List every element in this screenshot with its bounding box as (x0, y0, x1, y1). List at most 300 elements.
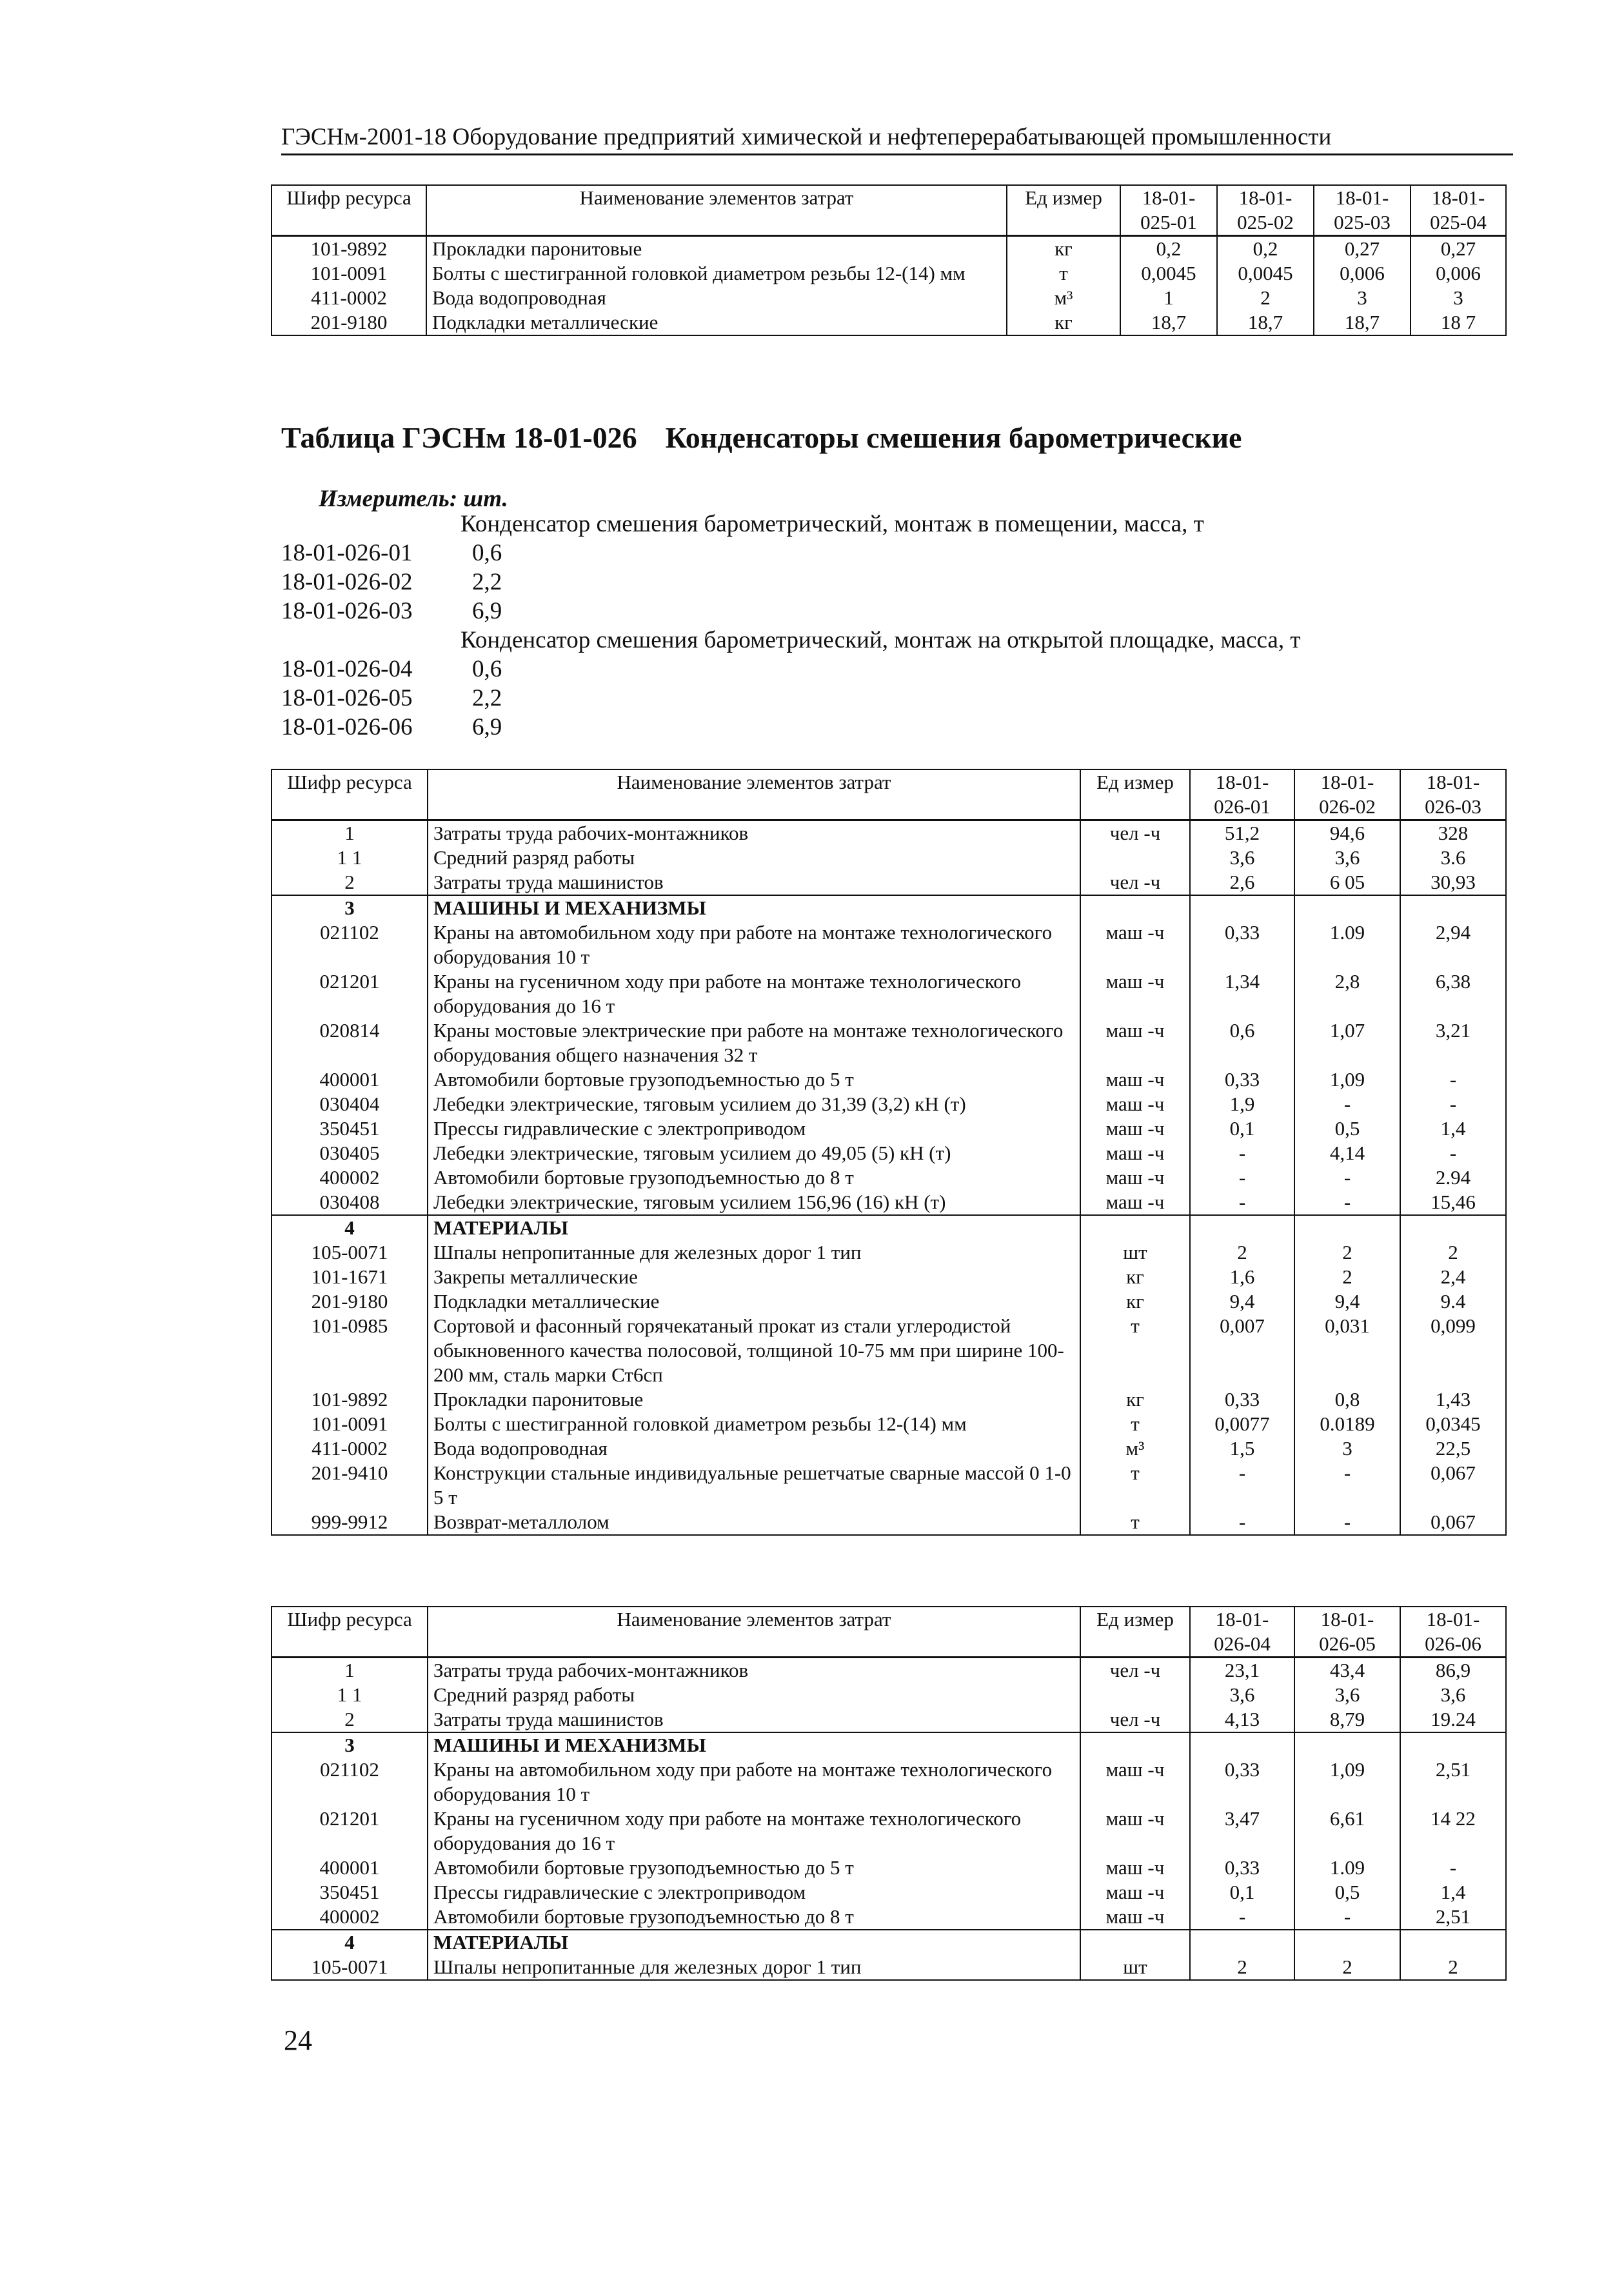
cost-element-name: Краны на автомобильном ходу при работе на монтаже технологического оборудования 10 т (428, 920, 1080, 969)
norm-value: 2 (1294, 1265, 1400, 1289)
norm-value: 2 (1294, 1955, 1400, 1980)
norm-value: 0,27 (1314, 236, 1411, 262)
col-code-header: Шифр ресурса (272, 1607, 428, 1658)
norm-value: 4,14 (1294, 1141, 1400, 1165)
cost-element-name: Лебедки электрические, тяговым усилием до 49,05 (5) кН (т) (428, 1141, 1080, 1165)
table-row (272, 1265, 1506, 1289)
resource-code: 999-9912 (272, 1510, 428, 1535)
norm-value: 3 (1411, 286, 1506, 310)
unit-of-measure: т (1080, 1314, 1190, 1387)
unit-of-measure (1080, 895, 1190, 920)
table-title (281, 421, 1242, 455)
table-row (272, 1732, 1506, 1758)
norm-value: 3,6 (1190, 1683, 1294, 1707)
variant-value: 0,6 (472, 540, 502, 566)
table-row (272, 1905, 1506, 1930)
table-title-name: Конденсаторы смешения барометрические (665, 421, 1242, 454)
variant-row (281, 597, 1301, 626)
variant-code: 18-01-026-01 (281, 540, 413, 566)
unit-of-measure: маш -ч (1080, 1880, 1190, 1905)
variant-value: 6,9 (472, 714, 502, 740)
resource-code: 2 (272, 1707, 428, 1732)
unit-of-measure: маш -ч (1080, 969, 1190, 1018)
table-row (272, 870, 1506, 895)
unit-of-measure (1080, 1683, 1190, 1707)
table-row (272, 1807, 1506, 1856)
table-row (272, 1190, 1506, 1215)
norm-value: 18,7 (1120, 310, 1217, 335)
resource-code: 4 (272, 1215, 428, 1240)
unit-of-measure: чел -ч (1080, 820, 1190, 846)
norm-value: 14 22 (1400, 1807, 1506, 1856)
table-row (272, 1856, 1506, 1880)
cost-element-name: Автомобили бортовые грузоподъемностью до 8 т (428, 1905, 1080, 1930)
table-row (272, 846, 1506, 870)
norm-value: 3,6 (1294, 846, 1400, 870)
norm-value: 2,6 (1190, 870, 1294, 895)
table-row (272, 1018, 1506, 1067)
col-variant-header: 18-01- 026-02 (1294, 769, 1400, 820)
norm-value: 0,0045 (1217, 261, 1314, 286)
norm-value: 2,51 (1400, 1905, 1506, 1930)
cost-element-name: Краны мостовые электрические при работе на монтаже технологического оборудования общего назначения 32 т (428, 1018, 1080, 1067)
unit-of-measure: маш -ч (1080, 1856, 1190, 1880)
norm-value: 51,2 (1190, 820, 1294, 846)
norm-value: 2,4 (1400, 1265, 1506, 1289)
col-name-header: Наименование элементов затрат (426, 185, 1007, 236)
norm-value: 4,13 (1190, 1707, 1294, 1732)
cost-element-name: Болты с шестигранной головкой диаметром резьбы 12-(14) мм (426, 261, 1007, 286)
cost-element-name: Краны на гусеничном ходу при работе на монтаже технологического оборудования до 16 т (428, 969, 1080, 1018)
cost-element-name: Затраты труда машинистов (428, 1707, 1080, 1732)
norm-value: 1 (1120, 286, 1217, 310)
cost-element-name: Автомобили бортовые грузоподъемностью до 8 т (428, 1165, 1080, 1190)
norm-value: 94,6 (1294, 820, 1400, 846)
unit-of-measure (1080, 1732, 1190, 1758)
variant-value: 2,2 (472, 685, 502, 711)
resource-code: 201-9180 (272, 310, 426, 335)
col-unit-header: Ед измер (1007, 185, 1120, 236)
table-row (272, 1707, 1506, 1732)
norm-value: 0,8 (1294, 1387, 1400, 1412)
norm-value: 3,6 (1400, 1683, 1506, 1707)
norm-value: - (1294, 1510, 1400, 1535)
cost-element-name: Краны на гусеничном ходу при работе на монтаже технологического оборудования до 16 т (428, 1807, 1080, 1856)
table-row (272, 310, 1506, 335)
norm-value: 18 7 (1411, 310, 1506, 335)
norm-value: 1,34 (1190, 969, 1294, 1018)
cost-element-name: Автомобили бортовые грузоподъемностью до 5 т (428, 1067, 1080, 1092)
norm-value: 6,38 (1400, 969, 1506, 1018)
norm-value: 2.94 (1400, 1165, 1506, 1190)
resource-code: 350451 (272, 1880, 428, 1905)
norm-value: 1,4 (1400, 1116, 1506, 1141)
norm-value: 0,33 (1190, 1387, 1294, 1412)
resource-code: 101-9892 (272, 1387, 428, 1412)
norm-value: 0,33 (1190, 1856, 1294, 1880)
unit-of-measure: кг (1080, 1387, 1190, 1412)
norm-value: - (1294, 1190, 1400, 1215)
norm-value: 9,4 (1190, 1289, 1294, 1314)
cost-element-name: Автомобили бортовые грузоподъемностью до 5 т (428, 1856, 1080, 1880)
norm-value: 0,067 (1400, 1510, 1506, 1535)
norm-value: 19.24 (1400, 1707, 1506, 1732)
norm-value: 2,8 (1294, 969, 1400, 1018)
norm-value: 8,79 (1294, 1707, 1400, 1732)
norm-value: 3.6 (1400, 846, 1506, 870)
unit-of-measure: маш -ч (1080, 1807, 1190, 1856)
col-variant-header: 18-01- 025-04 (1411, 185, 1506, 236)
cost-element-name: Лебедки электрические, тяговым усилием до 31,39 (3,2) кН (т) (428, 1092, 1080, 1116)
unit-of-measure: маш -ч (1080, 1165, 1190, 1190)
norm-value: 0,0045 (1120, 261, 1217, 286)
unit-of-measure: кг (1080, 1265, 1190, 1289)
norm-value: 1.09 (1294, 920, 1400, 969)
unit-of-measure: м³ (1080, 1436, 1190, 1461)
resource-code: 350451 (272, 1116, 428, 1141)
table-row (272, 1240, 1506, 1265)
cost-element-name: Подкладки металлические (428, 1289, 1080, 1314)
norm-value: 0,0345 (1400, 1412, 1506, 1436)
resource-code: 101-0091 (272, 261, 426, 286)
unit-of-measure: маш -ч (1080, 1018, 1190, 1067)
norm-value: - (1190, 1510, 1294, 1535)
col-variant-header: 18-01- 026-03 (1400, 769, 1506, 820)
resource-code: 3 (272, 1732, 428, 1758)
unit-of-measure: шт (1080, 1955, 1190, 1980)
cost-element-name: Вода водопроводная (428, 1436, 1080, 1461)
unit-of-measure: т (1080, 1510, 1190, 1535)
resource-code: 021102 (272, 920, 428, 969)
norm-value (1190, 1732, 1294, 1758)
unit-of-measure: чел -ч (1080, 1707, 1190, 1732)
norm-value (1294, 1732, 1400, 1758)
cost-element-name: Подкладки металлические (426, 310, 1007, 335)
cost-element-name: МАТЕРИАЛЫ (428, 1930, 1080, 1955)
table-row (272, 261, 1506, 286)
cost-element-name: Закрепы металлические (428, 1265, 1080, 1289)
norm-value: 0,1 (1190, 1116, 1294, 1141)
cost-element-name: Средний разряд работы (428, 846, 1080, 870)
cost-element-name: МАТЕРИАЛЫ (428, 1215, 1080, 1240)
norm-value: 1,4 (1400, 1880, 1506, 1905)
cost-element-name: Шпалы непропитанные для железных дорог 1 тип (428, 1955, 1080, 1980)
norm-value (1190, 895, 1294, 920)
unit-of-measure: маш -ч (1080, 920, 1190, 969)
col-name-header: Наименование элементов затрат (428, 769, 1080, 820)
norm-value: 0,031 (1294, 1314, 1400, 1387)
norm-value: 0,33 (1190, 1758, 1294, 1807)
norm-value: 86,9 (1400, 1658, 1506, 1683)
cost-element-name: Средний разряд работы (428, 1683, 1080, 1707)
unit-of-measure (1080, 1215, 1190, 1240)
norm-value: - (1400, 1092, 1506, 1116)
resource-code: 021102 (272, 1758, 428, 1807)
table-row (272, 969, 1506, 1018)
norm-value: 0,006 (1314, 261, 1411, 286)
variant-group-title: Конденсатор смешения барометрический, монтаж в помещении, масса, т (460, 511, 1204, 537)
norm-value: 0,007 (1190, 1314, 1294, 1387)
page-header: ГЭСНм-2001-18 Оборудование предприятий химической и нефтеперерабатывающей промышленности (281, 123, 1513, 155)
cost-element-name: Затраты труда рабочих-монтажников (428, 1658, 1080, 1683)
norm-value: 0,33 (1190, 920, 1294, 969)
cost-element-name: Прокладки паронитовые (428, 1387, 1080, 1412)
resource-code: 030408 (272, 1190, 428, 1215)
table-title-number: Таблица ГЭСНм 18-01-026 (281, 421, 637, 454)
resource-code: 400002 (272, 1165, 428, 1190)
variant-value: 2,2 (472, 569, 502, 595)
unit-of-measure: т (1080, 1461, 1190, 1510)
norm-value: 15,46 (1400, 1190, 1506, 1215)
norm-value (1400, 1732, 1506, 1758)
norm-value: - (1294, 1461, 1400, 1510)
norm-value: 0,33 (1190, 1067, 1294, 1092)
col-code-header: Шифр ресурса (272, 769, 428, 820)
norm-value: 2 (1294, 1240, 1400, 1265)
col-code-header: Шифр ресурса (272, 185, 426, 236)
norm-value: 0,5 (1294, 1116, 1400, 1141)
norm-value: 18,7 (1217, 310, 1314, 335)
cost-element-name: Конструкции стальные индивидуальные решетчатые сварные массой 0 1-0 5 т (428, 1461, 1080, 1510)
norm-value: 2 (1400, 1240, 1506, 1265)
unit-of-measure: чел -ч (1080, 1658, 1190, 1683)
cost-element-name: Возврат-металлолом (428, 1510, 1080, 1535)
page-number: 24 (284, 2025, 312, 2056)
col-variant-header: 18-01- 025-03 (1314, 185, 1411, 236)
unit-of-measure: маш -ч (1080, 1190, 1190, 1215)
unit-of-measure: чел -ч (1080, 870, 1190, 895)
unit-of-measure (1080, 846, 1190, 870)
table-row (272, 236, 1506, 262)
resource-code: 1 1 (272, 846, 428, 870)
norm-value: 0,27 (1411, 236, 1506, 262)
unit-of-measure: маш -ч (1080, 1092, 1190, 1116)
variant-value: 6,9 (472, 598, 502, 624)
norm-value: - (1190, 1905, 1294, 1930)
norm-value: 1.09 (1294, 1856, 1400, 1880)
norm-value: 18,7 (1314, 310, 1411, 335)
norm-value: 1,07 (1294, 1018, 1400, 1067)
resource-code: 201-9410 (272, 1461, 428, 1510)
table-row (272, 1436, 1506, 1461)
variant-value: 0,6 (472, 656, 502, 682)
variant-row (281, 713, 1301, 742)
norm-value: 2 (1217, 286, 1314, 310)
norm-value: - (1400, 1141, 1506, 1165)
norm-value: 0,6 (1190, 1018, 1294, 1067)
norm-value: 23,1 (1190, 1658, 1294, 1683)
norm-value: 1,9 (1190, 1092, 1294, 1116)
table-row (272, 1461, 1506, 1510)
norm-value: 0.0189 (1294, 1412, 1400, 1436)
resource-code: 101-9892 (272, 236, 426, 262)
col-variant-header: 18-01- 026-04 (1190, 1607, 1294, 1658)
cost-element-name: МАШИНЫ И МЕХАНИЗМЫ (428, 895, 1080, 920)
norm-value: 0,099 (1400, 1314, 1506, 1387)
resource-code: 101-0985 (272, 1314, 428, 1387)
col-unit-header: Ед измер (1080, 769, 1190, 820)
resource-code: 105-0071 (272, 1240, 428, 1265)
table-row (272, 920, 1506, 969)
variant-code: 18-01-026-03 (281, 598, 413, 624)
variant-code: 18-01-026-02 (281, 569, 413, 595)
norm-value: 43,4 (1294, 1658, 1400, 1683)
table-row (272, 286, 1506, 310)
norm-value (1294, 895, 1400, 920)
col-variant-header: 18-01- 026-06 (1400, 1607, 1506, 1658)
resource-code: 020814 (272, 1018, 428, 1067)
unit-of-measure: шт (1080, 1240, 1190, 1265)
norm-value (1400, 895, 1506, 920)
norm-value: 0,1 (1190, 1880, 1294, 1905)
cost-element-name: Прессы гидравлические с электроприводом (428, 1116, 1080, 1141)
norm-value: 22,5 (1400, 1436, 1506, 1461)
norm-value (1190, 1930, 1294, 1955)
norm-value (1400, 1930, 1506, 1955)
cost-element-name: Вода водопроводная (426, 286, 1007, 310)
norm-value: - (1190, 1461, 1294, 1510)
norm-value: 328 (1400, 820, 1506, 846)
table-row (272, 1289, 1506, 1314)
col-name-header: Наименование элементов затрат (428, 1607, 1080, 1658)
table-row (272, 1510, 1506, 1535)
table-row (272, 1165, 1506, 1190)
table-row (272, 1658, 1506, 1683)
norm-value: 0,2 (1120, 236, 1217, 262)
cost-element-name: Болты с шестигранной головкой диаметром резьбы 12-(14) мм (428, 1412, 1080, 1436)
table-row (272, 895, 1506, 920)
table-row (272, 1314, 1506, 1387)
unit-of-measure: кг (1007, 310, 1120, 335)
unit-of-measure: маш -ч (1080, 1116, 1190, 1141)
table-row (272, 1141, 1506, 1165)
table-row (272, 1683, 1506, 1707)
norm-value: 1,5 (1190, 1436, 1294, 1461)
norm-value: - (1294, 1905, 1400, 1930)
norm-value: 3,47 (1190, 1807, 1294, 1856)
norm-value: 1,09 (1294, 1067, 1400, 1092)
resource-code: 105-0071 (272, 1955, 428, 1980)
col-unit-header: Ед измер (1080, 1607, 1190, 1658)
norm-value: - (1190, 1141, 1294, 1165)
norm-value (1190, 1215, 1294, 1240)
norm-value: 3 (1294, 1436, 1400, 1461)
col-variant-header: 18-01- 025-02 (1217, 185, 1314, 236)
cost-element-name: МАШИНЫ И МЕХАНИЗМЫ (428, 1732, 1080, 1758)
cost-element-name: Затраты труда машинистов (428, 870, 1080, 895)
cost-element-name: Лебедки электрические, тяговым усилием 156,96 (16) кН (т) (428, 1190, 1080, 1215)
variant-group-title: Конденсатор смешения барометрический, монтаж на открытой площадке, масса, т (460, 627, 1301, 653)
unit-of-measure: маш -ч (1080, 1067, 1190, 1092)
resource-code: 400002 (272, 1905, 428, 1930)
resource-code: 101-0091 (272, 1412, 428, 1436)
table-row (272, 1880, 1506, 1905)
table-row (272, 820, 1506, 846)
resource-code: 1 1 (272, 1683, 428, 1707)
table-row (272, 1955, 1506, 1980)
norm-value: 2,51 (1400, 1758, 1506, 1807)
norm-value (1400, 1215, 1506, 1240)
cost-element-name: Затраты труда рабочих-монтажников (428, 820, 1080, 846)
norm-value: 3 (1314, 286, 1411, 310)
col-variant-header: 18-01- 026-01 (1190, 769, 1294, 820)
variant-code: 18-01-026-06 (281, 714, 413, 740)
norm-value: 0,2 (1217, 236, 1314, 262)
table-row (272, 1387, 1506, 1412)
norm-value: - (1190, 1165, 1294, 1190)
norm-value: 9.4 (1400, 1289, 1506, 1314)
norm-value: 1,09 (1294, 1758, 1400, 1807)
resource-code: 030405 (272, 1141, 428, 1165)
resource-code: 1 (272, 820, 428, 846)
resource-code: 411-0002 (272, 286, 426, 310)
norm-value: 3,6 (1190, 846, 1294, 870)
variant-row (281, 568, 1301, 597)
norm-value: 2 (1190, 1955, 1294, 1980)
norm-value: - (1190, 1190, 1294, 1215)
unit-of-measure: кг (1007, 236, 1120, 262)
unit-of-measure: т (1007, 261, 1120, 286)
norm-value: 1,6 (1190, 1265, 1294, 1289)
unit-of-measure: т (1080, 1412, 1190, 1436)
resource-table-026-a (271, 769, 1507, 1536)
resource-code: 101-1671 (272, 1265, 428, 1289)
norm-value: - (1294, 1165, 1400, 1190)
variant-list (281, 510, 1301, 742)
resource-code: 021201 (272, 1807, 428, 1856)
norm-value: - (1294, 1092, 1400, 1116)
resource-table-026-b (271, 1606, 1507, 1981)
norm-value: 3,6 (1294, 1683, 1400, 1707)
variant-row (281, 655, 1301, 684)
norm-value: - (1400, 1856, 1506, 1880)
cost-element-name: Шпалы непропитанные для железных дорог 1 тип (428, 1240, 1080, 1265)
table-row (272, 1067, 1506, 1092)
resource-code: 1 (272, 1658, 428, 1683)
resource-code: 021201 (272, 969, 428, 1018)
unit-of-measure: маш -ч (1080, 1905, 1190, 1930)
variant-row (281, 539, 1301, 568)
cost-element-name: Краны на автомобильном ходу при работе на монтаже технологического оборудования 10 т (428, 1758, 1080, 1807)
table-row (272, 1930, 1506, 1955)
unit-of-measure: м³ (1007, 286, 1120, 310)
norm-value: 3,21 (1400, 1018, 1506, 1067)
resource-code: 3 (272, 895, 428, 920)
variant-row (281, 684, 1301, 713)
resource-code: 201-9180 (272, 1289, 428, 1314)
norm-value: - (1400, 1067, 1506, 1092)
norm-value (1294, 1930, 1400, 1955)
norm-value: 0,0077 (1190, 1412, 1294, 1436)
table-row (272, 1412, 1506, 1436)
table-row (272, 1116, 1506, 1141)
resource-code: 030404 (272, 1092, 428, 1116)
norm-value: 2 (1400, 1955, 1506, 1980)
unit-of-measure: маш -ч (1080, 1758, 1190, 1807)
norm-value: 2 (1190, 1240, 1294, 1265)
norm-value: 1,43 (1400, 1387, 1506, 1412)
norm-value (1294, 1215, 1400, 1240)
resource-code: 4 (272, 1930, 428, 1955)
norm-value: 6 05 (1294, 870, 1400, 895)
unit-of-measure: кг (1080, 1289, 1190, 1314)
resource-table-025 (271, 184, 1507, 336)
norm-value: 0,006 (1411, 261, 1506, 286)
resource-code: 400001 (272, 1067, 428, 1092)
norm-value: 6,61 (1294, 1807, 1400, 1856)
norm-value: 0,067 (1400, 1461, 1506, 1510)
table-row (272, 1758, 1506, 1807)
